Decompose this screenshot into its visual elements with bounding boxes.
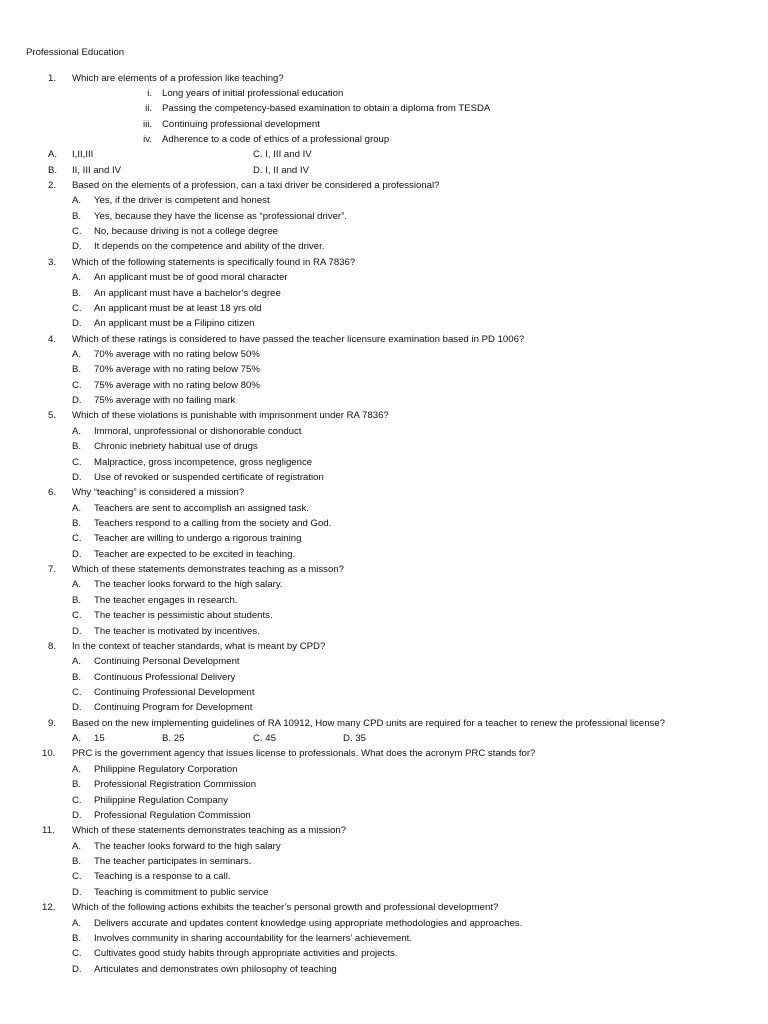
option-letter: A. (72, 733, 82, 744)
question-text: Which of these statements demonstrates teaching as a mission? (72, 825, 347, 836)
option-text: II, III and IV (72, 165, 122, 176)
option-text: B. 25 (162, 733, 185, 744)
option-letter: C. (72, 457, 82, 468)
question-number: 1. (48, 73, 57, 84)
option-letter: A. (72, 503, 82, 514)
option-letter: D. (72, 887, 82, 898)
option-letter: B. (72, 441, 82, 452)
question-text: In the context of teacher standards, what is meant by CPD? (72, 641, 326, 652)
option-letter: C. (72, 380, 82, 391)
option-text: 75% average with no rating below 80% (94, 380, 260, 391)
option-letter: C. (72, 687, 82, 698)
option-letter: D. (72, 964, 82, 975)
option-text: Continuing Program for Development (94, 702, 253, 713)
option-letter: A. (72, 764, 82, 775)
question-number: 5. (48, 410, 57, 421)
option-text: Professional Regulation Commission (94, 810, 251, 821)
option-letter: B. (72, 595, 82, 606)
roman-item-text: Passing the competency-based examination to obtain a diploma from TESDA (162, 103, 491, 114)
option-letter: B. (72, 518, 82, 529)
option-letter: C. (72, 303, 82, 314)
option-letter: B. (72, 856, 82, 867)
option-text: Teaching is a response to a call. (94, 871, 231, 882)
option-text: Philippine Regulation Company (94, 795, 228, 806)
question-number: 3. (48, 257, 57, 268)
roman-numeral: ii. (145, 103, 152, 114)
option-text: Yes, because they have the license as “professional driver”. (94, 211, 347, 222)
option-text: Continuing Professional Development (94, 687, 255, 698)
roman-numeral: iii. (142, 119, 152, 130)
option-text: Professional Registration Commission (94, 779, 257, 790)
option-text: Involves community in sharing accountability for the learners’ achievement. (94, 933, 412, 944)
option-letter: B. (72, 288, 82, 299)
option-letter: D. (72, 318, 82, 329)
option-text: Continuing Personal Development (94, 656, 240, 667)
option-letter: A. (72, 841, 82, 852)
option-letter: A. (72, 426, 82, 437)
option-letter: A. (72, 272, 82, 283)
option-text: Delivers accurate and updates content knowledge using appropriate methodologies and approaches. (94, 918, 523, 929)
option-letter: A. (48, 149, 58, 160)
question-number: 10. (42, 748, 56, 759)
question-text: PRC is the government agency that issues license to professionals. What does the acronym PRC stands for? (72, 748, 536, 759)
roman-numeral: i. (147, 88, 152, 99)
roman-numeral: iv. (143, 134, 152, 145)
option-text: Immoral, unprofessional or dishonorable conduct (94, 426, 302, 437)
question-number: 9. (48, 718, 57, 729)
option-text: It depends on the competence and ability of the driver. (94, 241, 325, 252)
question-text: Which of these ratings is considered to have passed the teacher licensure examination based in PD 1006? (72, 334, 525, 345)
option-text: The teacher engages in research. (94, 595, 238, 606)
option-text: An applicant must be of good moral character (94, 272, 288, 283)
option-text: An applicant must be a Filipino citizen (94, 318, 255, 329)
option-text: Articulates and demonstrates own philosophy of teaching (94, 964, 337, 975)
option-letter: B. (72, 364, 82, 375)
option-letter: D. (72, 549, 82, 560)
option-text: 15 (94, 733, 105, 744)
option-letter: B. (72, 779, 82, 790)
question-text: Which of these violations is punishable with imprisonment under RA 7836? (72, 410, 389, 421)
option-letter: C. (72, 795, 82, 806)
option-text: 75% average with no failing mark (94, 395, 236, 406)
option-letter: B. (72, 933, 82, 944)
option-text: No, because driving is not a college degree (94, 226, 278, 237)
option-text: Teachers are sent to accomplish an assigned task. (94, 503, 309, 514)
roman-item-text: Long years of initial professional education (162, 88, 344, 99)
option-text: C. I, III and IV (253, 149, 312, 160)
question-number: 11. (42, 825, 55, 836)
option-letter: A. (72, 349, 82, 360)
option-text: Teachers respond to a calling from the society and God. (94, 518, 332, 529)
option-text: An applicant must have a bachelor’s degree (94, 288, 281, 299)
option-letter: D. (72, 626, 82, 637)
roman-item-text: Continuing professional development (162, 119, 320, 130)
question-number: 6. (48, 487, 57, 498)
option-letter: C. (72, 533, 82, 544)
option-text: Continuous Professional Delivery (94, 672, 236, 683)
option-letter: C. (72, 948, 82, 959)
roman-item-text: Adherence to a code of ethics of a professional group (162, 134, 390, 145)
question-number: 7. (48, 564, 57, 575)
option-text: Teaching is commitment to public service (94, 887, 269, 898)
option-letter: A. (72, 918, 82, 929)
question-text: Which of these statements demonstrates teaching as a misson? (72, 564, 344, 575)
question-text: Which of the following statements is specifically found in RA 7836? (72, 257, 356, 268)
page-title: Professional Education (26, 47, 125, 58)
question-number: 8. (48, 641, 57, 652)
option-letter: C. (72, 871, 82, 882)
option-text: Yes, if the driver is competent and honest (94, 195, 270, 206)
option-text: D. 35 (343, 733, 366, 744)
option-letter: D. (72, 810, 82, 821)
option-text: Cultivates good study habits through appropriate activities and projects. (94, 948, 398, 959)
question-number: 12. (42, 902, 56, 913)
option-text: The teacher looks forward to the high salary. (94, 579, 283, 590)
option-letter: D. (72, 702, 82, 713)
option-letter: D. (72, 472, 82, 483)
option-letter: D. (72, 395, 82, 406)
option-text: The teacher is motivated by incentives. (94, 626, 260, 637)
option-text: The teacher participates in seminars. (94, 856, 252, 867)
question-text: Based on the new implementing guidelines of RA 10912, How many CPD units are required for a teacher to renew the professional license? (72, 718, 666, 729)
option-text: 70% average with no rating below 75% (94, 364, 260, 375)
option-text: Teacher are willing to undergo a rigorous training (94, 533, 302, 544)
option-text: I,II,III (72, 149, 94, 160)
option-letter: B. (48, 165, 58, 176)
option-text: D. I, II and IV (253, 165, 309, 176)
question-text: Based on the elements of a profession, can a taxi driver be considered a professional? (72, 180, 440, 191)
option-text: Malpractice, gross incompetence, gross negligence (94, 457, 313, 468)
question-number: 4. (48, 334, 57, 345)
option-letter: A. (72, 579, 82, 590)
option-letter: C. (72, 226, 82, 237)
option-text: Chronic inebriety habitual use of drugs (94, 441, 258, 452)
option-text: Philippine Regulatory Corporation (94, 764, 238, 775)
question-number: 2. (48, 180, 57, 191)
option-text: The teacher is pessimistic about students. (94, 610, 273, 621)
option-text: The teacher looks forward to the high salary (94, 841, 281, 852)
option-letter: C. (72, 610, 82, 621)
question-text: Why “teaching” is considered a mission? (72, 487, 245, 498)
option-letter: B. (72, 672, 82, 683)
option-letter: D. (72, 241, 82, 252)
option-text: Teacher are expected to be excited in teaching. (94, 549, 296, 560)
option-text: 70% average with no rating below 50% (94, 349, 260, 360)
option-letter: A. (72, 195, 82, 206)
option-letter: A. (72, 656, 82, 667)
option-text: Use of revoked or suspended certificate of registration (94, 472, 324, 483)
option-text: An applicant must be at least 18 yrs old (94, 303, 262, 314)
option-text: C. 45 (253, 733, 276, 744)
question-text: Which of the following actions exhibits the teacher’s personal growth and professional development? (72, 902, 499, 913)
question-text: Which are elements of a profession like teaching? (72, 73, 284, 84)
option-letter: B. (72, 211, 82, 222)
